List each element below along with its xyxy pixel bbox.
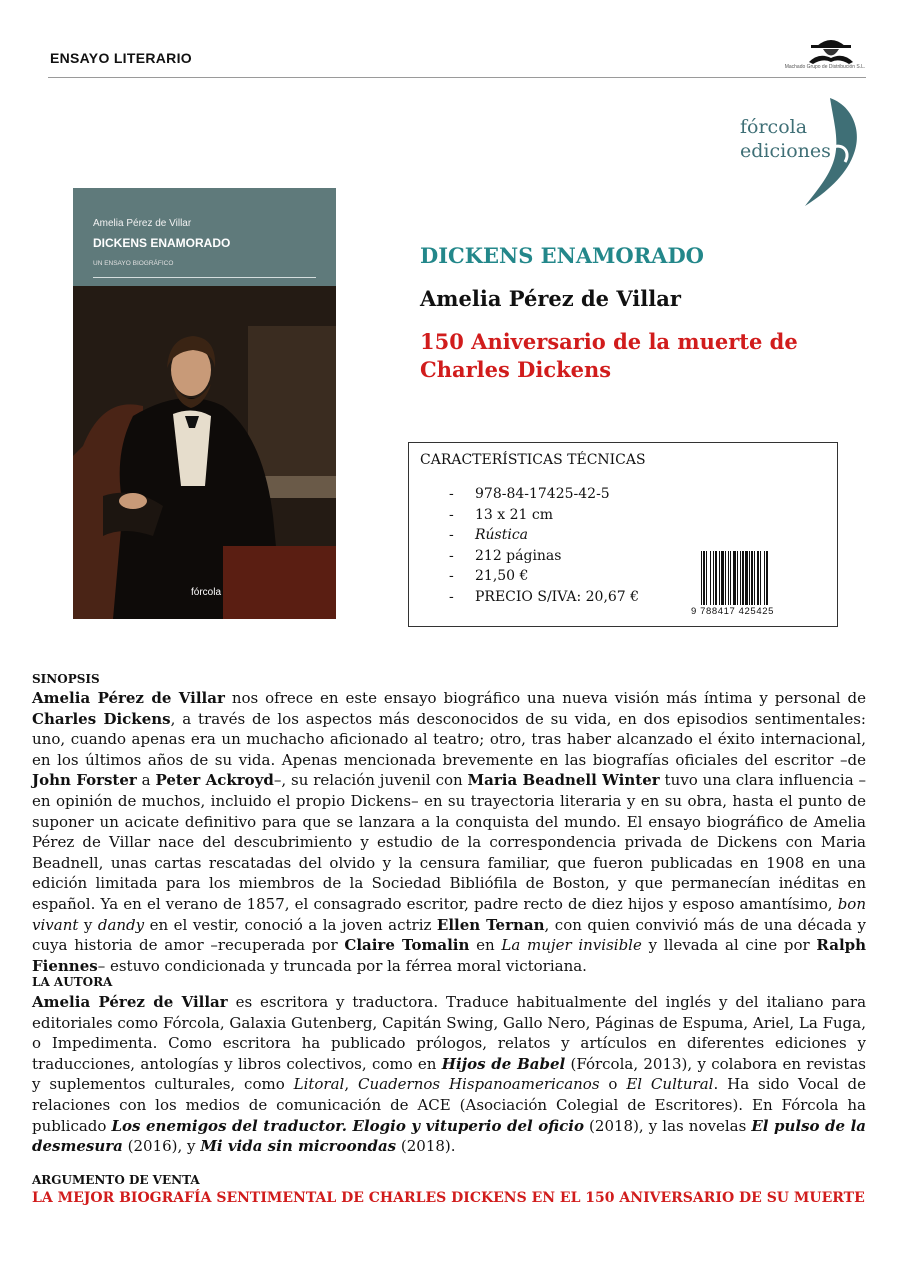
emphasis-text: Litoral xyxy=(293,1075,345,1094)
spec-value: PRECIO S/IVA: 20,67 € xyxy=(475,588,640,605)
barcode-bar xyxy=(766,551,768,605)
cover-subtitle: UN ENSAYO BIOGRÁFICO xyxy=(93,260,174,267)
barcode-bar xyxy=(725,551,726,605)
barcode-bar xyxy=(706,551,707,605)
barcode-bar xyxy=(721,551,724,605)
book-author: Amelia Pérez de Villar xyxy=(420,286,681,311)
spec-price-no-vat xyxy=(449,589,639,610)
list-dash: - xyxy=(449,547,454,564)
sales-pitch-heading: ARGUMENTO DE VENTA xyxy=(32,1173,200,1187)
text-run: , xyxy=(344,1075,358,1094)
list-dash: - xyxy=(449,486,454,502)
list-dash: - xyxy=(449,527,454,544)
text-run: nos ofrece en este ensayo biográfico una nueva visión más íntima y personal de xyxy=(224,689,867,707)
spec-value: 978-84-17425-42-5 xyxy=(475,486,610,502)
sinopsis-heading: SINOPSIS xyxy=(32,672,100,686)
barcode-bar xyxy=(719,551,720,605)
emphasis-text: Claire Tomalin xyxy=(344,936,470,955)
list-dash: - xyxy=(449,568,454,585)
spec-value: Rústica xyxy=(475,527,529,544)
dickens-portrait xyxy=(73,286,336,619)
text-run: y xyxy=(78,915,98,934)
list-dash: - xyxy=(449,506,454,523)
spec-value: 21,50 € xyxy=(475,568,529,585)
text-run: – estuvo condicionada y truncada por la férrea moral victoriana. xyxy=(97,956,587,975)
barcode-bar xyxy=(710,551,711,605)
emphasis-text: dandy xyxy=(97,915,145,934)
emphasis-text: La mujer invisible xyxy=(501,936,642,955)
barcode-bar xyxy=(715,551,717,605)
text-run: . Ha sido Vocal de relaciones con los medios de comunicación de ACE (Asociación Colegial de Escritores). En Fórcola ha publicado xyxy=(32,1075,866,1135)
emphasis-text: Peter Ackroyd xyxy=(155,771,274,790)
specs-list xyxy=(449,486,639,610)
emphasis-text: Mi vida sin microondas xyxy=(200,1137,397,1156)
emphasis-text: El pulso de la desmesura xyxy=(32,1116,866,1156)
author-bio-text xyxy=(32,992,866,1157)
sales-pitch-text: LA MEJOR BIOGRAFÍA SENTIMENTAL DE CHARLES DICKENS EN EL 150 ANIVERSARIO DE SU MUERTE xyxy=(32,1190,865,1206)
isbn-barcode xyxy=(699,551,807,607)
emphasis-text: Ellen Ternan xyxy=(436,915,545,934)
publisher-imprint: ediciones xyxy=(740,140,831,162)
specs-title: CARACTERÍSTICAS TÉCNICAS xyxy=(420,452,646,468)
cover-title: DICKENS ENAMORADO xyxy=(93,236,231,250)
text-run: en xyxy=(469,936,502,955)
emphasis-text: bon vivant xyxy=(32,894,866,934)
cover-publisher: fórcola xyxy=(191,587,222,598)
text-run: , con quien convivió más de una década y cuya historia de amor –recuperada por xyxy=(32,915,867,955)
text-run: (Fórcola, 2013), y colabora en revistas y suplementos culturales, como xyxy=(32,1054,866,1094)
emphasis-text: Hijos de Babel xyxy=(441,1054,566,1073)
emphasis-text: Ralph Fiennes xyxy=(32,936,867,975)
barcode-bar xyxy=(730,551,731,605)
spec-value: 13 x 21 cm xyxy=(475,506,553,523)
text-run: tuvo una clara influencia –en opinión de muchos, incluido el propio Dickens– en su trayectoria literaria y en su obra, hasta el punto de suponer un acicate definitivo para que se lanzara a la conquista del mundo. El ensayo biográfico de Amelia Pérez de Villar nace del descubrimiento y estudio de la correspondencia privada de Dickens con Maria Beadnell, unas cartas rescatadas del olvido y la censura familiar, que fueron publicadas en 1908 en una edición limitada para los miembros de la Sociedad Bibliófila de Boston, y que permanecían inéditas en español. Ya en el verano de 1857, el consagrado escritor, padre recto de diez hijos y esposo amantísimo, xyxy=(32,771,867,913)
spec-size xyxy=(449,507,639,528)
book-tagline xyxy=(420,328,840,384)
barcode-bar xyxy=(737,551,738,605)
text-run: (2016), y xyxy=(122,1137,201,1156)
emphasis-text: El Cultural xyxy=(626,1075,714,1094)
barcode-bar xyxy=(713,551,714,605)
emphasis-text: Charles Dickens xyxy=(32,709,171,728)
spec-pages xyxy=(449,548,639,569)
barcode-bar xyxy=(764,551,765,605)
text-run: y llevada al cine por xyxy=(641,936,817,955)
text-run: –, su relación juvenil con xyxy=(273,771,468,790)
text-run: , a través de los aspectos más desconocidos de su vida, en dos episodios sentimentales: uno, cuando apenas era un muchacho aficionado al teatro; otro, tras haber alcanzado el éxito internacional, en los últimos años de su vida. Apenas mencionada brevemente en las biografías oficiales del escritor –de xyxy=(32,709,866,769)
barcode-number: 9 788417 425425 xyxy=(691,606,774,617)
barcode-bar xyxy=(742,551,744,605)
text-run: (2018). xyxy=(396,1137,456,1156)
spec-price xyxy=(449,568,639,589)
sinopsis-text xyxy=(32,688,866,976)
barcode-bar xyxy=(760,551,761,605)
technical-specs-box xyxy=(408,442,838,627)
emphasis-text: Los enemigos del traductor. Elogio y vituperio del oficio xyxy=(111,1116,584,1135)
spec-binding xyxy=(449,527,639,548)
distributor-caption: Machado Grupo de Distribución S.L. xyxy=(784,64,866,70)
text-run: en el vestir, conoció a la joven actriz xyxy=(144,915,437,934)
book-title: DICKENS ENAMORADO xyxy=(420,243,704,268)
emphasis-text: Amelia Pérez de Villar xyxy=(32,993,228,1011)
emphasis-text: Cuadernos Hispanoamericanos xyxy=(357,1075,600,1094)
barcode-bar xyxy=(728,551,729,605)
tagline-line-1: 150 Aniversario de la muerte de xyxy=(420,329,798,354)
barcode-bar xyxy=(754,551,755,605)
barcode-bar xyxy=(733,551,736,605)
spec-value: 212 páginas xyxy=(475,547,562,564)
text-run: a xyxy=(136,771,156,790)
author-heading: LA AUTORA xyxy=(32,975,113,989)
tagline-line-2: Charles Dickens xyxy=(420,357,612,382)
barcode-bar xyxy=(703,551,705,605)
emphasis-text: Amelia Pérez de Villar xyxy=(32,689,225,707)
barcode-bar xyxy=(701,551,702,605)
text-run: es escritora y traductora. Traduce habitualmente del inglés y del italiano para editoriales como Fórcola, Galaxia Gutenberg, Capitán Swing, Gallo Nero, Páginas de Espuma, Ariel, La Fuga, o Impedimenta. Como escritora ha publicado prólogos, relatos y artículos en diferentes ediciones y traducciones, antologías y libros colectivos, como en xyxy=(32,993,867,1073)
header-divider xyxy=(48,77,866,78)
section-title: ENSAYO LITERARIO xyxy=(50,50,192,66)
book-cover xyxy=(73,188,336,619)
barcode-bar xyxy=(757,551,759,605)
barcode-bar xyxy=(749,551,750,605)
emphasis-text: Maria Beadnell Winter xyxy=(467,771,660,790)
text-run: (2018), y las novelas xyxy=(584,1116,752,1135)
list-dash: - xyxy=(449,588,454,605)
cover-divider xyxy=(93,277,316,278)
publisher-name: fórcola xyxy=(740,116,808,138)
emphasis-text: John Forster xyxy=(32,771,137,790)
text-run: o xyxy=(599,1075,627,1094)
cover-author: Amelia Pérez de Villar xyxy=(93,218,192,229)
barcode-bar xyxy=(751,551,753,605)
spec-isbn xyxy=(449,486,639,507)
barcode-bar xyxy=(745,551,748,605)
barcode-bar xyxy=(740,551,741,605)
